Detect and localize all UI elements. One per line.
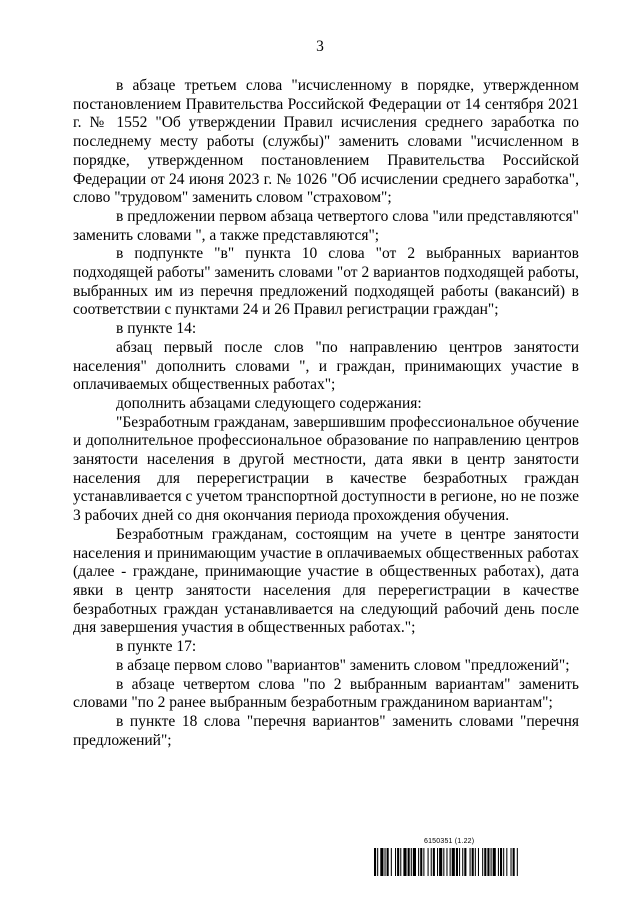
paragraph-9: в пункте 17: [116,638,197,656]
paragraph-11: в абзаце четвертом слова "по 2 выбранным вариантам" заменить словами "по 2 ранее выбранным безработным гражданином вариантам"; [73,675,579,712]
paragraph-7: "Безработным гражданам, завершившим профессиональное обучение и дополнительное профессиональное образование по направлению центров занятости населения в другой местности, дата явки в центр занятости населения для перерегистрации в качестве безработных граждан устанавливается с учетом транспортной доступности в регионе, но не позже 3 рабочих дней со дня окончания периода прохождения обучения. [73,413,579,525]
document-code: 6150351 (1.22) [424,838,475,845]
barcode-icon [374,848,576,876]
paragraph-3: в подпункте "в" пункта 10 слова "от 2 выбранных вариантов подходящей работы" заменить словами "от 2 вариантов подходящей работы, выбранных им из перечня предложений подходящей работы (вакансий) в соответствии с пунктами 24 и 26 Правил регистрации граждан"; [73,245,579,319]
paragraph-2: в предложении первом абзаца четвертого слова "или представляются" заменить словами ", а также представляются"; [73,207,579,244]
paragraph-6: дополнить абзацами следующего содержания: [116,394,422,412]
document-body [73,77,579,750]
paragraph-10: в абзаце первом слово "вариантов" заменить словом "предложений"; [116,656,570,674]
paragraph-8: Безработным гражданам, состоящим на учете в центре занятости населения и принимающим участие в оплачиваемых общественных работах (далее - граждане, принимающие участие в общественных работах), дата явки в центр занятости населения для перерегистрации в качестве безработных граждан устанавливается на следующий рабочий день после дня завершения участия в общественных работах."; [73,525,579,637]
paragraph-12: в пункте 18 слова "перечня вариантов" заменить словами "перечня предложений"; [73,712,579,749]
page-number: 3 [316,38,324,55]
paragraph-4: в пункте 14: [116,320,197,338]
paragraph-1: в абзаце третьем слова "исчисленному в порядке, утвержденном постановлением Правительства Российской Федерации от 14 сентября 2021 г. № 1552 "Об утверждении Правил исчисления среднего заработка по последнему месту работы (службы)" заменить словами "исчисленном в порядке, утвержденном постановлением Правительства Российской Федерации от 24 июня 2023 г. № 1026 "Об исчислении среднего заработка", слово "трудовом" заменить словом "страховом"; [73,77,579,207]
paragraph-5: абзац первый после слов "по направлению центров занятости населения" дополнить словами ", и граждан, принимающих участие в оплачиваемых общественных работах"; [73,338,579,394]
